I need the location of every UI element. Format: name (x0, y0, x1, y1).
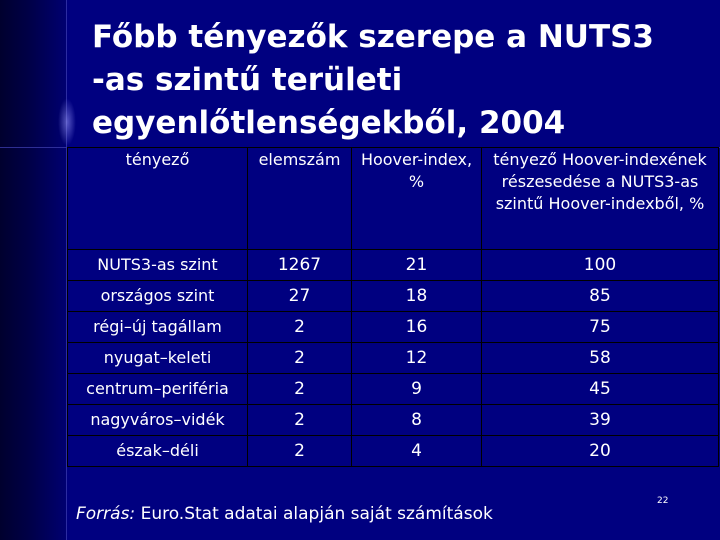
cell-hoover: 8 (352, 405, 482, 436)
cell-hoover: 9 (352, 374, 482, 405)
cell-hoover: 21 (352, 250, 482, 281)
cell-share: 85 (482, 281, 719, 312)
cell-count: 1267 (248, 250, 352, 281)
slide-title (92, 16, 702, 145)
cell-count: 2 (248, 436, 352, 467)
source-label: Forrás: (76, 504, 136, 524)
cell-count: 2 (248, 312, 352, 343)
data-table (67, 147, 719, 467)
cell-share: 100 (482, 250, 719, 281)
table-header-row (68, 148, 719, 250)
cell-share: 20 (482, 436, 719, 467)
table-row (68, 281, 719, 312)
title-line: -as szintű területi (92, 62, 403, 98)
cell-count: 2 (248, 374, 352, 405)
cell-count: 2 (248, 405, 352, 436)
page-number: 22 (657, 496, 669, 506)
cell-factor: régi–új tagállam (68, 312, 248, 343)
cell-share: 39 (482, 405, 719, 436)
header-hoover-index: Hoover-index, % (352, 148, 482, 250)
cell-factor: nyugat–keleti (68, 343, 248, 374)
table-row (68, 436, 719, 467)
header-factor: tényező (68, 148, 248, 250)
table-row (68, 312, 719, 343)
cell-share: 45 (482, 374, 719, 405)
accent-glow (58, 98, 76, 146)
table-row (68, 343, 719, 374)
cell-factor: országos szint (68, 281, 248, 312)
source-text: Euro.Stat adatai alapján saját számítások (135, 504, 493, 524)
cell-count: 27 (248, 281, 352, 312)
table-row (68, 250, 719, 281)
header-share: tényező Hoover-indexének részesedése a NUTS3-as szintű Hoover-indexből, % (482, 148, 719, 250)
header-count: elemszám (248, 148, 352, 250)
source-note (76, 504, 493, 524)
cell-share: 58 (482, 343, 719, 374)
table-row (68, 405, 719, 436)
cell-hoover: 4 (352, 436, 482, 467)
cell-factor: centrum–periféria (68, 374, 248, 405)
table-row (68, 374, 719, 405)
cell-hoover: 16 (352, 312, 482, 343)
cell-hoover: 18 (352, 281, 482, 312)
title-line: egyenlőtlenségekből, 2004 (92, 105, 566, 141)
cell-factor: észak–déli (68, 436, 248, 467)
cell-count: 2 (248, 343, 352, 374)
cell-factor: NUTS3-as szint (68, 250, 248, 281)
title-line: Főbb tényezők szerepe a NUTS3 (92, 19, 654, 55)
cell-factor: nagyváros–vidék (68, 405, 248, 436)
cell-hoover: 12 (352, 343, 482, 374)
left-gradient-band (0, 0, 66, 540)
cell-share: 75 (482, 312, 719, 343)
